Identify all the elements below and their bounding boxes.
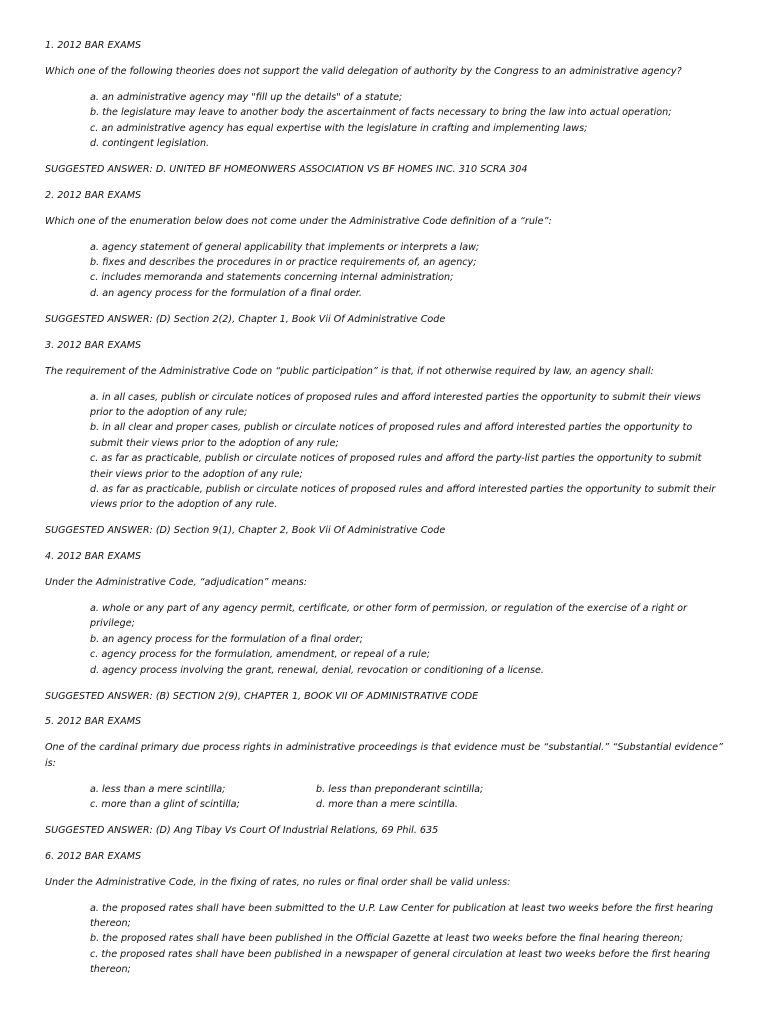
suggested-answer: SUGGESTED ANSWER: (D) Section 2(2), Chapter 1, Book Vii Of Administrative Code — [45, 313, 446, 325]
question-heading: 4. 2012 BAR EXAMS — [45, 551, 142, 563]
suggested-answer: SUGGESTED ANSWER: D. UNITED BF HOMEONWERS ASSOCIATION VS BF HOMES INC. 310 SCRA 304 — [45, 163, 528, 175]
choice-c: c. agency process for the formulation, amendment, or repeal of a rule; — [90, 649, 430, 661]
question-3 — [45, 338, 723, 539]
choice-list — [90, 390, 723, 513]
question-heading: 3. 2012 BAR EXAMS — [45, 339, 142, 351]
choice-b: b. less than preponderant scintilla; — [316, 783, 484, 795]
choice-a: a. less than a mere scintilla; — [90, 783, 226, 795]
question-text: One of the cardinal primary due process rights in administrative proceedings is that evidence must be “substantial.” “Substantial evidence” is: — [45, 742, 723, 769]
choice-a: a. agency statement of general applicability that implements or interprets a law; — [90, 241, 480, 253]
question-text: Under the Administrative Code, in the fixing of rates, no rules or final order shall be valid unless: — [45, 876, 511, 888]
choice-d: d. more than a mere scintilla. — [316, 799, 458, 811]
choice-c: c. includes memoranda and statements concerning internal administration; — [90, 272, 454, 284]
suggested-answer: SUGGESTED ANSWER: (D) Ang Tibay Vs Court Of Industrial Relations, 69 Phil. 635 — [45, 824, 439, 836]
choice-a: a. an administrative agency may "fill up the details" of a statute; — [90, 91, 403, 103]
question-2 — [45, 188, 723, 327]
choice-b: b. the proposed rates shall have been published in the Official Gazette at least two weeks before the final hearing thereon; — [90, 933, 684, 945]
suggested-answer: SUGGESTED ANSWER: (D) Section 9(1), Chapter 2, Book Vii Of Administrative Code — [45, 525, 446, 537]
question-6 — [45, 849, 723, 978]
choice-b: b. in all clear and proper cases, publish or circulate notices of proposed rules and afford interested parties the opportunity to submit their views prior to the adoption of any rule; — [90, 422, 693, 449]
choice-c: c. as far as practicable, publish or circulate notices of proposed rules and afford the party-list parties the opportunity to submit their views prior to the adoption of any rule; — [90, 453, 702, 480]
question-text: Which one of the following theories does not support the valid delegation of authority by the Congress to an administrative agency? — [45, 65, 682, 77]
choice-grid — [90, 782, 723, 813]
choice-a: a. in all cases, publish or circulate notices of proposed rules and afford interested parties the opportunity to submit their views prior to the adoption of any rule; — [90, 391, 701, 418]
question-heading: 1. 2012 BAR EXAMS — [45, 40, 142, 51]
question-text: The requirement of the Administrative Code on “public participation” is that, if not otherwise required by law, an agency shall: — [45, 365, 654, 377]
choice-a: a. the proposed rates shall have been submitted to the U.P. Law Center for publication at least two weeks before the first hearing thereon; — [90, 902, 714, 930]
question-text: Which one of the enumeration below does not come under the Administrative Code definition of a “rule”: — [45, 215, 552, 227]
choice-d: d. contingent legislation. — [90, 138, 210, 150]
question-heading: 2. 2012 BAR EXAMS — [45, 189, 142, 201]
question-heading: 5. 2012 BAR EXAMS — [45, 716, 142, 728]
choice-c: c. the proposed rates shall have been published in a newspaper of general circulation at least two weeks before the first hearing thereon; — [90, 948, 711, 976]
choice-d: d. agency process involving the grant, renewal, denial, revocation or conditioning of a license. — [90, 664, 544, 676]
question-heading: 6. 2012 BAR EXAMS — [45, 850, 142, 862]
question-4 — [45, 549, 723, 704]
suggested-answer: SUGGESTED ANSWER: (B) SECTION 2(9), CHAPTER 1, BOOK VII OF ADMINISTRATIVE CODE — [45, 690, 479, 702]
document-page — [45, 38, 723, 988]
choice-c: c. an administrative agency has equal expertise with the legislature in crafting and implementing laws; — [90, 122, 588, 134]
choice-list — [90, 90, 723, 152]
choice-d: d. as far as practicable, publish or circulate notices of proposed rules and afford interested parties the opportunity to submit their views prior to the adoption of any rule. — [90, 483, 716, 511]
choice-b: b. an agency process for the formulation of a final order; — [90, 633, 363, 645]
choice-c: c. more than a glint of scintilla; — [90, 799, 240, 811]
choice-b: b. the legislature may leave to another body the ascertainment of facts necessary to bring the law into actual operation; — [90, 107, 672, 119]
choice-list — [90, 240, 723, 302]
choice-list — [90, 901, 723, 978]
question-text: Under the Administrative Code, “adjudication” means: — [45, 577, 308, 589]
choice-d: d. an agency process for the formulation of a final order. — [90, 287, 362, 299]
choice-a: a. whole or any part of any agency permit, certificate, or other form of permission, or regulation of the exercise of a right or privilege; — [90, 602, 687, 630]
choice-b: b. fixes and describes the procedures in or practice requirements of, an agency; — [90, 257, 477, 269]
question-5 — [45, 714, 723, 838]
question-1 — [45, 38, 723, 177]
choice-list — [90, 601, 723, 678]
